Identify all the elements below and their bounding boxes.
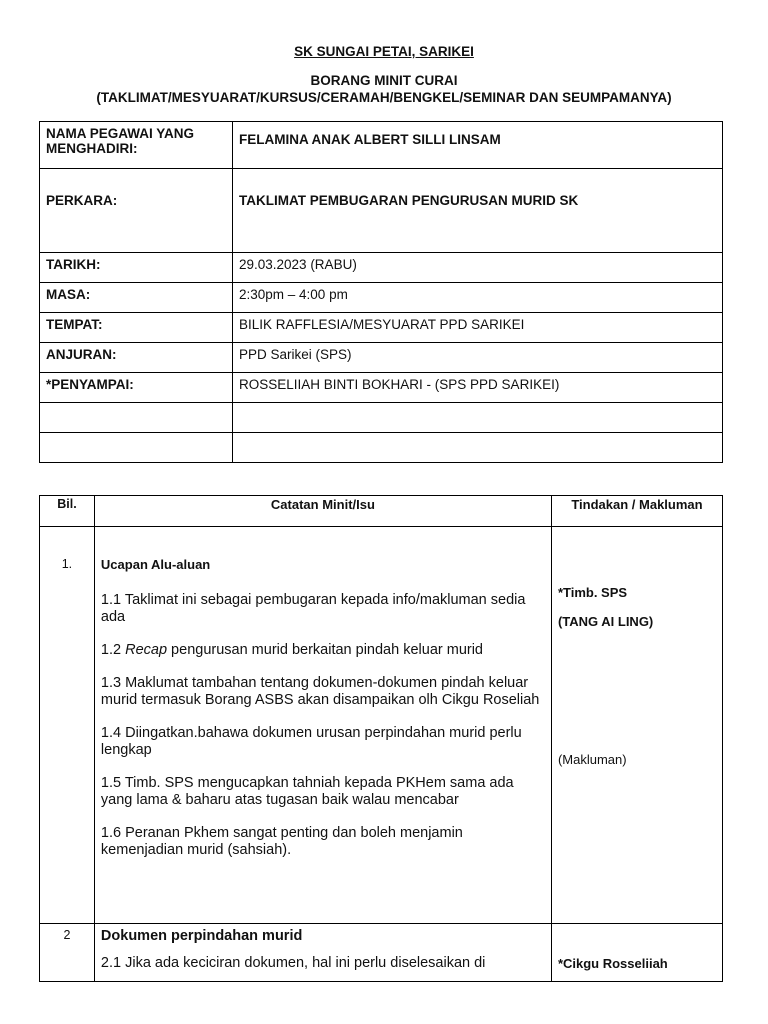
tempat-label: TEMPAT: <box>40 313 233 343</box>
row1-title: Ucapan Alu-aluan <box>100 557 211 572</box>
header-bil: Bil. <box>40 496 95 527</box>
masa-label: MASA: <box>40 283 233 313</box>
form-subtitle: (TAKLIMAT/MESYUARAT/KURSUS/CERAMAH/BENGKEL/SEMINAR DAN SEUMPAMANYA) <box>96 90 672 105</box>
table-row <box>40 527 723 924</box>
empty-value-2 <box>233 433 723 463</box>
empty-value-1 <box>233 403 723 433</box>
masa-value: 2:30pm – 4:00 pm <box>233 283 723 313</box>
anjuran-label: ANJURAN: <box>40 343 233 373</box>
row1-action-name: (TANG AI LING) <box>557 614 654 629</box>
tarikh-label: TARIKH: <box>40 253 233 283</box>
row2-item-1: 2.1 Jika ada keciciran dokumen, hal ini perlu diselesaikan di <box>100 955 486 971</box>
penyampai-label: *PENYAMPAI: <box>40 373 233 403</box>
tarikh-value: 29.03.2023 (RABU) <box>233 253 723 283</box>
perkara-value: TAKLIMAT PEMBUGARAN PENGURUSAN MURID SK <box>233 169 723 253</box>
row1-bil: 1. <box>40 527 95 924</box>
row2-action-role: *Cikgu Rosseliiah <box>557 956 668 971</box>
row1-action-note: (Makluman) <box>557 752 627 767</box>
name-label: NAMA PEGAWAI YANG MENGHADIRI: <box>40 122 233 169</box>
row1-item-1: 1.1 Taklimat ini sebagai pembugaran kepada info/makluman sedia ada <box>100 592 526 625</box>
header-catatan: Catatan Minit/Isu <box>94 496 551 527</box>
tempat-value: BILIK RAFFLESIA/MESYUARAT PPD SARIKEI <box>233 313 723 343</box>
row2-tindakan <box>551 924 722 982</box>
empty-label-1 <box>40 403 233 433</box>
row1-item-6: 1.6 Peranan Pkhem sangat penting dan boleh menjamin kemenjadian murid (sahsiah). <box>100 825 463 858</box>
empty-label-2 <box>40 433 233 463</box>
name-value: FELAMINA ANAK ALBERT SILLI LINSAM <box>233 122 723 169</box>
table-row <box>40 924 723 982</box>
row1-item-4: 1.4 Diingatkan.bahawa dokumen urusan perpindahan murid perlu lengkap <box>100 725 522 758</box>
minutes-table <box>39 495 723 982</box>
row1-catatan <box>94 527 551 924</box>
school-name: SK SUNGAI PETAI, SARIKEI <box>294 44 474 59</box>
anjuran-value: PPD Sarikei (SPS) <box>233 343 723 373</box>
row2-catatan <box>94 924 551 982</box>
header-tindakan: Tindakan / Makluman <box>551 496 722 527</box>
row1-item-5: 1.5 Timb. SPS mengucapkan tahniah kepada PKHem sama ada yang lama & baharu atas tugasan baik walau mencabar <box>100 775 514 808</box>
info-table <box>39 121 723 463</box>
row2-bil: 2 <box>40 924 95 982</box>
row2-title: Dokumen perpindahan murid <box>100 928 303 944</box>
row1-item-2: 1.2 Recap pengurusan murid berkaitan pindah keluar murid <box>100 642 483 658</box>
row1-item-3: 1.3 Maklumat tambahan tentang dokumen-dokumen pindah keluar murid termasuk Borang ASBS akan disampaikan olh Cikgu Roseliah <box>100 675 540 708</box>
row1-action-role: *Timb. SPS <box>557 585 628 600</box>
form-title: BORANG MINIT CURAI <box>310 73 458 88</box>
perkara-label: PERKARA: <box>40 169 233 253</box>
penyampai-value: ROSSELIIAH BINTI BOKHARI - (SPS PPD SARIKEI) <box>233 373 723 403</box>
row1-tindakan <box>551 527 722 924</box>
